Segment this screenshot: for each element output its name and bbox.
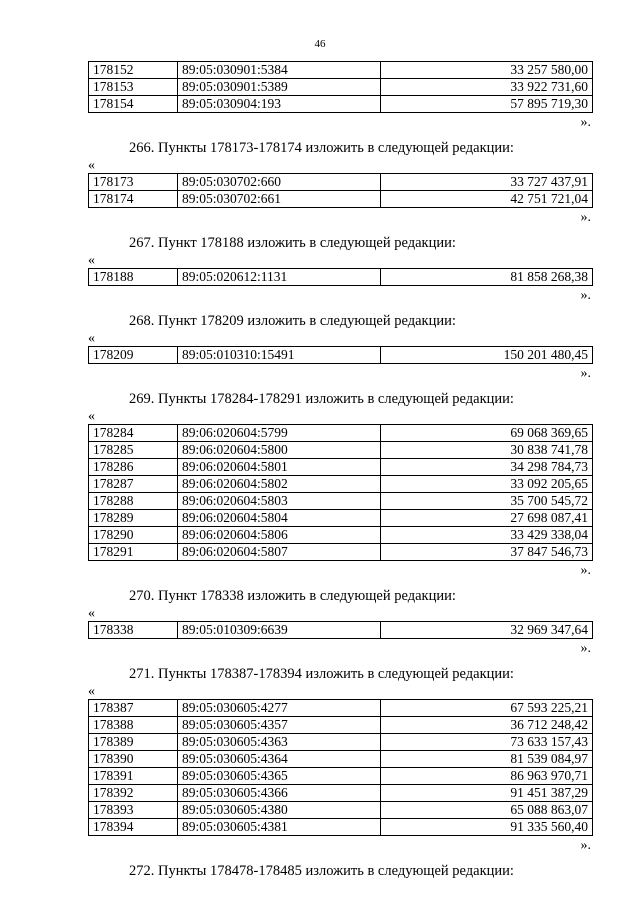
cadastral-value-cell: 69 068 369,65 bbox=[381, 425, 593, 442]
cadastral-number-cell: 89:05:020612:1131 bbox=[178, 269, 381, 286]
table-row bbox=[89, 527, 593, 544]
cadastral-number-cell: 89:06:020604:5806 bbox=[178, 527, 381, 544]
cadastral-number-cell: 89:06:020604:5803 bbox=[178, 493, 381, 510]
table-row bbox=[89, 79, 593, 96]
item-number-cell: 178286 bbox=[89, 459, 178, 476]
cadastral-value-cell: 37 847 546,73 bbox=[381, 544, 593, 561]
item-number-cell: 178392 bbox=[89, 785, 178, 802]
item-number-cell: 178291 bbox=[89, 544, 178, 561]
closing-quote: ». bbox=[580, 838, 591, 853]
table-row bbox=[89, 802, 593, 819]
amendment-instruction: 272. Пункты 178478-178485 изложить в следующей редакции: bbox=[129, 863, 514, 879]
item-number-cell: 178174 bbox=[89, 191, 178, 208]
closing-quote: ». bbox=[580, 288, 591, 303]
cadastral-number-cell: 89:05:030901:5389 bbox=[178, 79, 381, 96]
cadastral-table bbox=[88, 268, 593, 286]
table-row bbox=[89, 347, 593, 364]
item-number-cell: 178288 bbox=[89, 493, 178, 510]
cadastral-number-cell: 89:06:020604:5807 bbox=[178, 544, 381, 561]
table-row bbox=[89, 544, 593, 561]
item-number-cell: 178287 bbox=[89, 476, 178, 493]
cadastral-number-cell: 89:05:030702:661 bbox=[178, 191, 381, 208]
amendment-instruction: 266. Пункты 178173-178174 изложить в следующей редакции: bbox=[129, 140, 514, 156]
cadastral-number-cell: 89:06:020604:5800 bbox=[178, 442, 381, 459]
cadastral-number-cell: 89:05:030605:4364 bbox=[178, 751, 381, 768]
item-number-cell: 178391 bbox=[89, 768, 178, 785]
item-number-cell: 178388 bbox=[89, 717, 178, 734]
opening-quote: « bbox=[88, 253, 95, 268]
cadastral-number-cell: 89:05:030702:660 bbox=[178, 174, 381, 191]
cadastral-number-cell: 89:06:020604:5801 bbox=[178, 459, 381, 476]
table-row bbox=[89, 96, 593, 113]
cadastral-number-cell: 89:05:030605:4365 bbox=[178, 768, 381, 785]
closing-quote: ». bbox=[580, 210, 591, 225]
cadastral-number-cell: 89:06:020604:5802 bbox=[178, 476, 381, 493]
cadastral-table bbox=[88, 346, 593, 364]
cadastral-table bbox=[88, 424, 593, 561]
table-row bbox=[89, 493, 593, 510]
cadastral-number-cell: 89:06:020604:5804 bbox=[178, 510, 381, 527]
table-row bbox=[89, 191, 593, 208]
amendment-instruction: 267. Пункт 178188 изложить в следующей редакции: bbox=[129, 235, 456, 251]
cadastral-value-cell: 33 727 437,91 bbox=[381, 174, 593, 191]
item-number-cell: 178387 bbox=[89, 700, 178, 717]
cadastral-value-cell: 67 593 225,21 bbox=[381, 700, 593, 717]
item-number-cell: 178284 bbox=[89, 425, 178, 442]
item-number-cell: 178338 bbox=[89, 622, 178, 639]
cadastral-value-cell: 42 751 721,04 bbox=[381, 191, 593, 208]
cadastral-value-cell: 150 201 480,45 bbox=[381, 347, 593, 364]
cadastral-value-cell: 81 858 268,38 bbox=[381, 269, 593, 286]
cadastral-number-cell: 89:05:010310:15491 bbox=[178, 347, 381, 364]
opening-quote: « bbox=[88, 331, 95, 346]
cadastral-number-cell: 89:05:030605:4277 bbox=[178, 700, 381, 717]
cadastral-table bbox=[88, 61, 593, 113]
opening-quote: « bbox=[88, 684, 95, 699]
item-number-cell: 178394 bbox=[89, 819, 178, 836]
table-row bbox=[89, 717, 593, 734]
amendment-instruction: 270. Пункт 178338 изложить в следующей редакции: bbox=[129, 588, 456, 604]
table-row bbox=[89, 510, 593, 527]
cadastral-value-cell: 34 298 784,73 bbox=[381, 459, 593, 476]
item-number-cell: 178154 bbox=[89, 96, 178, 113]
cadastral-value-cell: 27 698 087,41 bbox=[381, 510, 593, 527]
table-row bbox=[89, 700, 593, 717]
cadastral-value-cell: 81 539 084,97 bbox=[381, 751, 593, 768]
cadastral-table bbox=[88, 173, 593, 208]
cadastral-number-cell: 89:06:020604:5799 bbox=[178, 425, 381, 442]
cadastral-value-cell: 33 092 205,65 bbox=[381, 476, 593, 493]
cadastral-value-cell: 91 335 560,40 bbox=[381, 819, 593, 836]
item-number-cell: 178393 bbox=[89, 802, 178, 819]
closing-quote: ». bbox=[580, 366, 591, 381]
amendment-instruction: 268. Пункт 178209 изложить в следующей редакции: bbox=[129, 313, 456, 329]
cadastral-value-cell: 91 451 387,29 bbox=[381, 785, 593, 802]
page-number: 46 bbox=[314, 38, 326, 50]
table-row bbox=[89, 819, 593, 836]
table-row bbox=[89, 768, 593, 785]
table-row bbox=[89, 751, 593, 768]
cadastral-number-cell: 89:05:030605:4366 bbox=[178, 785, 381, 802]
item-number-cell: 178289 bbox=[89, 510, 178, 527]
cadastral-table bbox=[88, 621, 593, 639]
opening-quote: « bbox=[88, 158, 95, 173]
table-row bbox=[89, 269, 593, 286]
opening-quote: « bbox=[88, 409, 95, 424]
amendment-instruction: 269. Пункты 178284-178291 изложить в следующей редакции: bbox=[129, 391, 514, 407]
table-row bbox=[89, 785, 593, 802]
table-row bbox=[89, 174, 593, 191]
amendment-instruction: 271. Пункты 178387-178394 изложить в следующей редакции: bbox=[129, 666, 514, 682]
table-row bbox=[89, 425, 593, 442]
cadastral-number-cell: 89:05:010309:6639 bbox=[178, 622, 381, 639]
cadastral-value-cell: 32 969 347,64 bbox=[381, 622, 593, 639]
table-row bbox=[89, 62, 593, 79]
cadastral-value-cell: 35 700 545,72 bbox=[381, 493, 593, 510]
document-body bbox=[88, 61, 593, 882]
item-number-cell: 178152 bbox=[89, 62, 178, 79]
table-row bbox=[89, 459, 593, 476]
closing-quote: ». bbox=[580, 641, 591, 656]
item-number-cell: 178209 bbox=[89, 347, 178, 364]
table-row bbox=[89, 622, 593, 639]
cadastral-number-cell: 89:05:030605:4380 bbox=[178, 802, 381, 819]
table-row bbox=[89, 442, 593, 459]
closing-quote: ». bbox=[580, 563, 591, 578]
cadastral-table bbox=[88, 699, 593, 836]
cadastral-value-cell: 33 429 338,04 bbox=[381, 527, 593, 544]
item-number-cell: 178153 bbox=[89, 79, 178, 96]
table-row bbox=[89, 734, 593, 751]
table-row bbox=[89, 476, 593, 493]
opening-quote: « bbox=[88, 606, 95, 621]
closing-quote: ». bbox=[580, 115, 591, 130]
cadastral-value-cell: 57 895 719,30 bbox=[381, 96, 593, 113]
item-number-cell: 178389 bbox=[89, 734, 178, 751]
cadastral-value-cell: 33 257 580,00 bbox=[381, 62, 593, 79]
cadastral-number-cell: 89:05:030605:4381 bbox=[178, 819, 381, 836]
item-number-cell: 178390 bbox=[89, 751, 178, 768]
item-number-cell: 178285 bbox=[89, 442, 178, 459]
cadastral-value-cell: 36 712 248,42 bbox=[381, 717, 593, 734]
cadastral-number-cell: 89:05:030901:5384 bbox=[178, 62, 381, 79]
cadastral-value-cell: 33 922 731,60 bbox=[381, 79, 593, 96]
cadastral-value-cell: 30 838 741,78 bbox=[381, 442, 593, 459]
item-number-cell: 178290 bbox=[89, 527, 178, 544]
cadastral-value-cell: 86 963 970,71 bbox=[381, 768, 593, 785]
cadastral-number-cell: 89:05:030605:4357 bbox=[178, 717, 381, 734]
cadastral-number-cell: 89:05:030605:4363 bbox=[178, 734, 381, 751]
item-number-cell: 178173 bbox=[89, 174, 178, 191]
cadastral-value-cell: 65 088 863,07 bbox=[381, 802, 593, 819]
cadastral-value-cell: 73 633 157,43 bbox=[381, 734, 593, 751]
item-number-cell: 178188 bbox=[89, 269, 178, 286]
cadastral-number-cell: 89:05:030904:193 bbox=[178, 96, 381, 113]
